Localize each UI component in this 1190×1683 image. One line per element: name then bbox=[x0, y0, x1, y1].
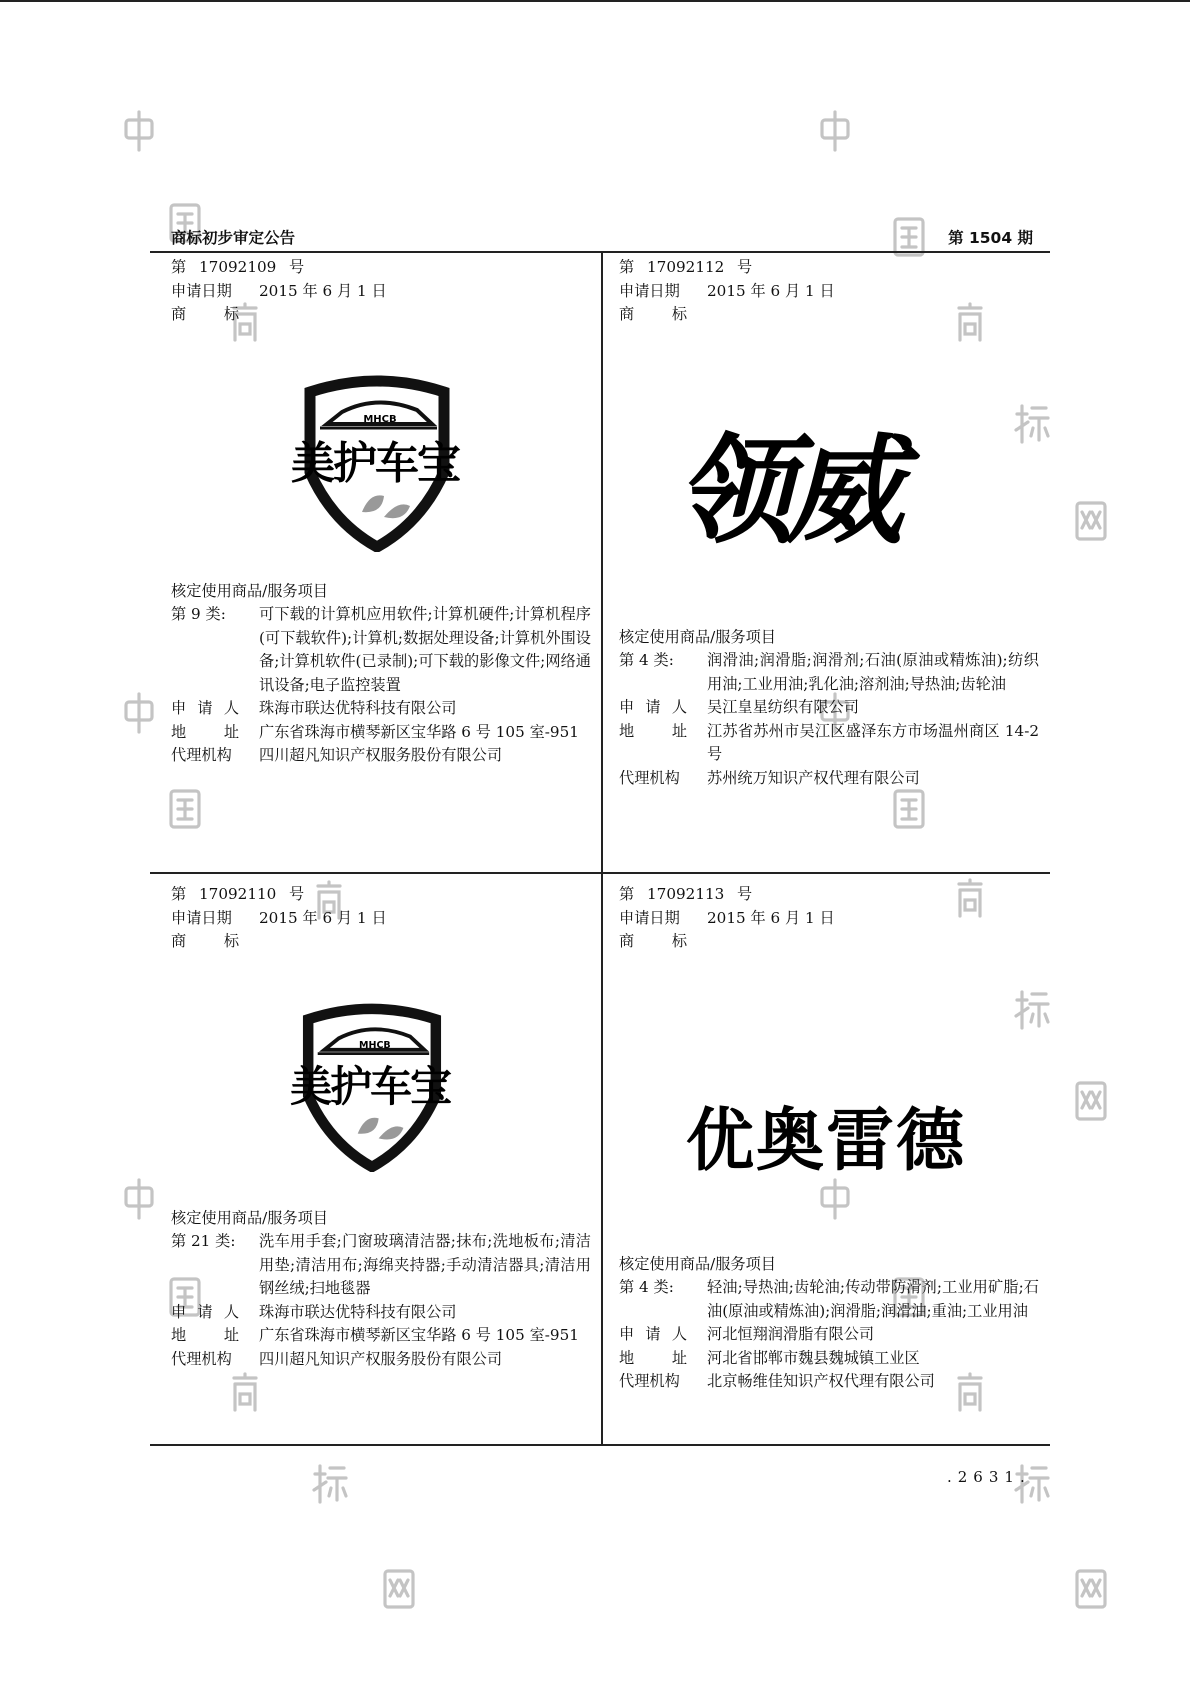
page-number: .2631. bbox=[947, 1468, 1031, 1486]
class-number: 第 21 类: bbox=[171, 1232, 236, 1250]
trademark-logo-lingwei bbox=[676, 420, 966, 555]
class-number: 第 9 类: bbox=[171, 605, 226, 623]
goods-list: 第 21 类: 洗车用手套;门窗玻璃清洁器;抹布;洗地板布;清洁用垫;清洁用布;海绵夹持器;手动清洁器具;清洁用钢丝绒;扫地毯器 bbox=[171, 1232, 591, 1297]
mark-label: 商 标 bbox=[619, 932, 687, 950]
filing-date: 申请日期 2015 年 6 月 1 日 bbox=[171, 908, 387, 927]
mark-label: 商 标 bbox=[619, 305, 687, 323]
applicant: 申 请 人 河北恒翔润滑脂有限公司 bbox=[619, 1325, 875, 1343]
goods-heading: 核定使用商品/服务项目 bbox=[171, 581, 328, 600]
filing-date: 申请日期 2015 年 6 月 1 日 bbox=[171, 281, 387, 300]
filing-date: 申请日期 2015 年 6 月 1 日 bbox=[619, 281, 835, 300]
address: 地 址 河北省邯郸市魏县魏城镇工业区 bbox=[619, 1348, 920, 1367]
top-border bbox=[0, 0, 1190, 2]
goods-heading: 核定使用商品/服务项目 bbox=[171, 1208, 328, 1227]
watermark-shang-icon bbox=[226, 1370, 264, 1416]
applicant: 申 请 人 珠海市联达优特科技有限公司 bbox=[171, 699, 457, 717]
registration-number: 第 17092109 号 bbox=[171, 258, 305, 276]
svg-text:MHCB: MHCB bbox=[359, 1039, 391, 1051]
agent: 代理机构 四川超凡知识产权服务股份有限公司 bbox=[171, 1349, 502, 1368]
svg-text:领威: 领威 bbox=[676, 422, 897, 555]
header-title: 商标初步审定公告 bbox=[171, 229, 296, 247]
page-header bbox=[171, 224, 1033, 252]
goods-list: 第 9 类: 可下载的计算机应用软件;计算机硬件;计算机程序(可下载软件);计算机;数据处理设备;计算机外围设备;计算机软件(已录制);可下载的影像文件;网络通讯设备;电子监控装置 bbox=[171, 605, 591, 694]
svg-text:美护车宝: 美护车宝 bbox=[291, 438, 459, 489]
trademark-logo-youaoleide bbox=[686, 1100, 976, 1180]
address: 地 址 广东省珠海市横琴新区宝华路 6 号 105 室-951 bbox=[171, 1326, 579, 1344]
middle-rule bbox=[150, 872, 1050, 874]
watermark-wang-icon bbox=[1072, 1078, 1110, 1124]
bottom-rule bbox=[150, 1444, 1050, 1446]
goods-list: 第 4 类: 轻油;导热油;齿轮油;传动带防滑剂;工业用矿脂;石油(原油或精炼油);润滑脂;润滑油;重油;工业用油 bbox=[619, 1278, 1039, 1320]
goods-list: 第 4 类: 润滑油;润滑脂;润滑剂;石油(原油或精炼油);纺织用油;工业用油;乳化油;溶剂油;导热油;齿轮油 bbox=[619, 651, 1039, 693]
mark-label: 商 标 bbox=[171, 932, 239, 950]
trademark-logo-shield bbox=[272, 1000, 472, 1172]
registration-number: 第 17092112 号 bbox=[619, 258, 753, 276]
class-number: 第 4 类: bbox=[619, 1278, 674, 1296]
watermark-wang-icon bbox=[1072, 498, 1110, 544]
header-rule bbox=[150, 251, 1050, 253]
agent: 代理机构 四川超凡知识产权服务股份有限公司 bbox=[171, 746, 502, 764]
trademark-logo-shield bbox=[272, 372, 482, 552]
watermark-zhong-icon bbox=[120, 1176, 158, 1222]
watermark-wang-icon bbox=[380, 1566, 418, 1612]
column-divider-top bbox=[601, 252, 603, 872]
agent: 代理机构 苏州统万知识产权代理有限公司 bbox=[619, 768, 920, 787]
watermark-zhong-icon bbox=[816, 108, 854, 154]
goods-heading: 核定使用商品/服务项目 bbox=[619, 627, 776, 646]
address: 地 址 江苏省苏州市吴江区盛泽东方市场温州商区 14-2 号 bbox=[619, 721, 1039, 763]
registration-number: 第 17092110 号 bbox=[171, 885, 305, 903]
class-number: 第 4 类: bbox=[619, 651, 674, 669]
applicant: 申 请 人 珠海市联达优特科技有限公司 bbox=[171, 1302, 457, 1321]
watermark-zhong-icon bbox=[120, 108, 158, 154]
watermark-guo-icon bbox=[890, 786, 928, 832]
svg-text:MHCB: MHCB bbox=[363, 414, 397, 425]
column-divider-bottom bbox=[601, 873, 603, 1444]
watermark-wang-icon bbox=[1072, 1566, 1110, 1612]
agent: 代理机构 北京畅维佳知识产权代理有限公司 bbox=[619, 1372, 935, 1390]
watermark-biao-icon bbox=[310, 1460, 348, 1506]
address: 地 址 广东省珠海市横琴新区宝华路 6 号 105 室-951 bbox=[171, 722, 579, 741]
applicant: 申 请 人 吴江皇星纺织有限公司 bbox=[619, 698, 859, 716]
header-issue: 第 1504 期 bbox=[948, 229, 1033, 247]
mark-label: 商 标 bbox=[171, 305, 239, 323]
registration-number: 第 17092113 号 bbox=[619, 885, 753, 903]
svg-text:优奥雷德: 优奥雷德 bbox=[686, 1101, 967, 1180]
filing-date: 申请日期 2015 年 6 月 1 日 bbox=[619, 908, 835, 927]
svg-text:美护车宝: 美护车宝 bbox=[290, 1062, 451, 1112]
watermark-zhong-icon bbox=[120, 690, 158, 736]
goods-heading: 核定使用商品/服务项目 bbox=[619, 1254, 776, 1273]
watermark-guo-icon bbox=[166, 786, 204, 832]
